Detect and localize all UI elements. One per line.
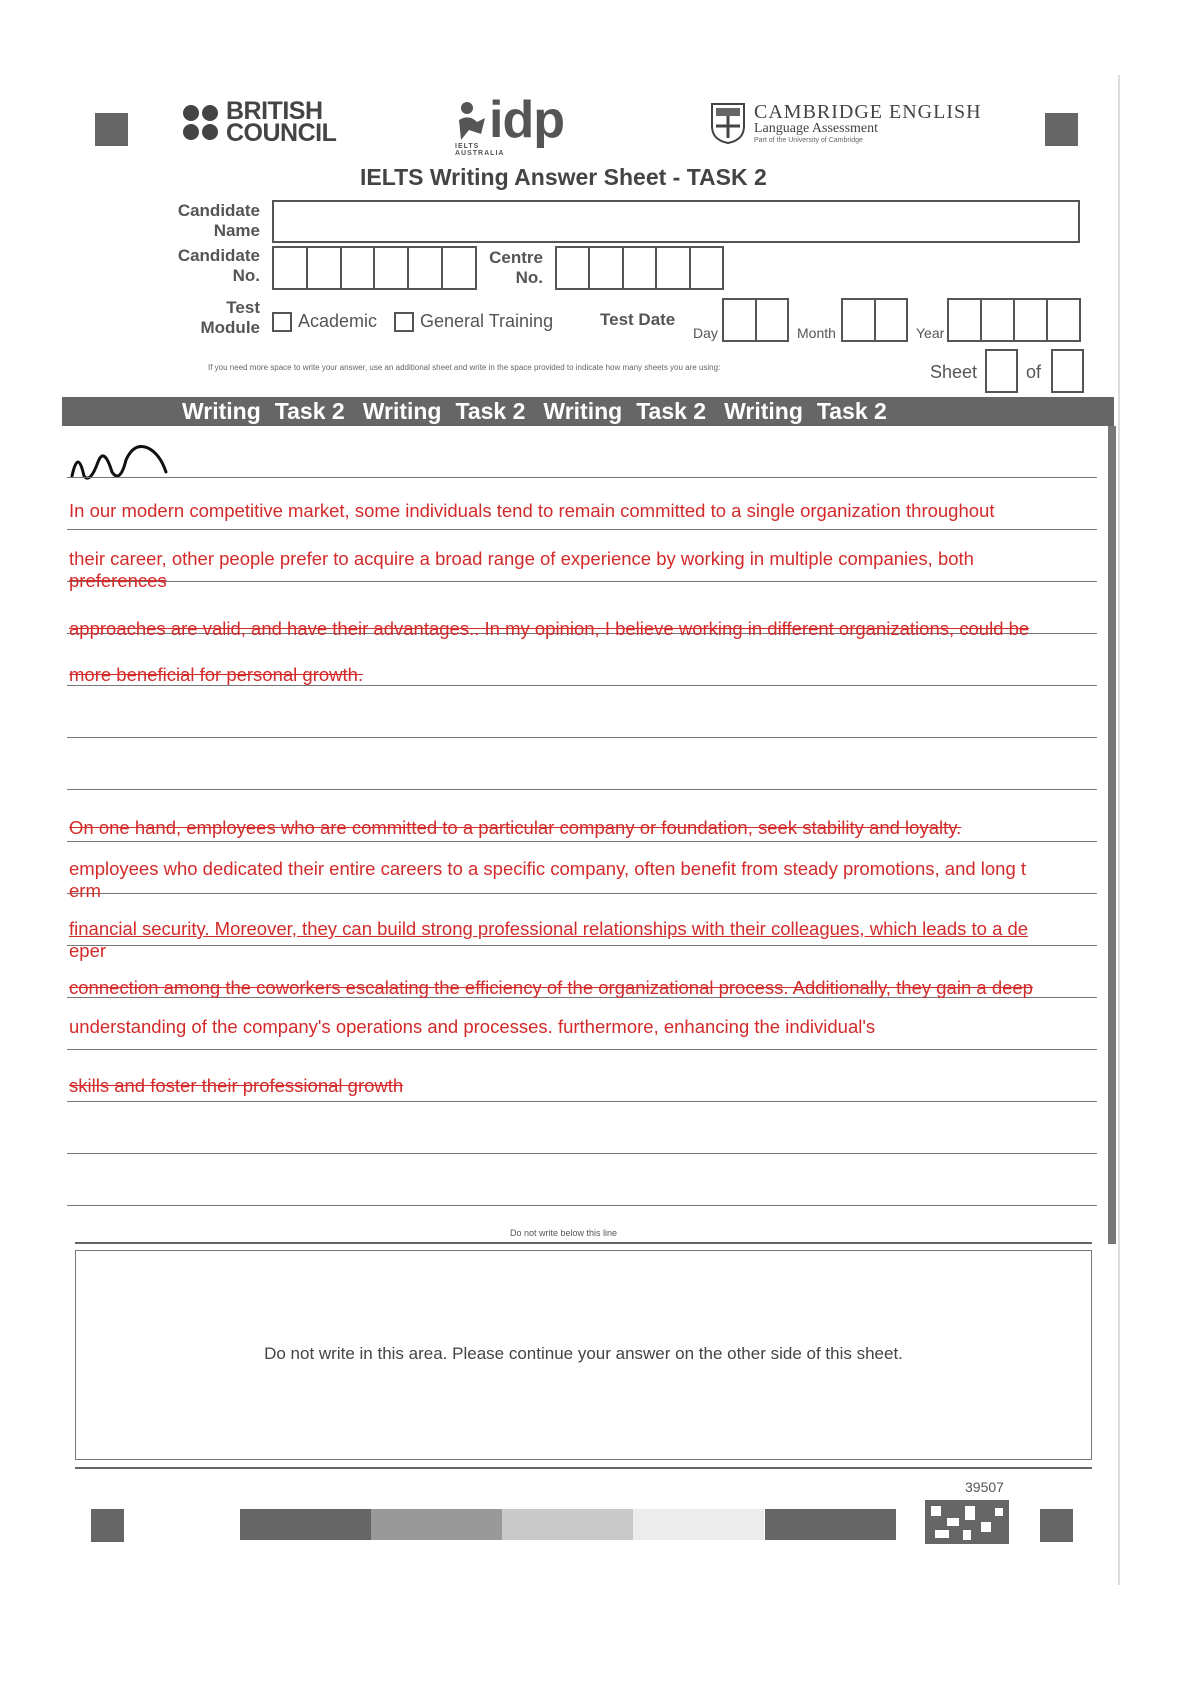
- calibration-strip-dark: [240, 1509, 371, 1540]
- year-field[interactable]: [947, 298, 1081, 342]
- candidate-name-label-2: Name: [213, 221, 260, 240]
- calibration-strip-lighter: [633, 1509, 764, 1540]
- ruled-line: [67, 945, 1097, 946]
- do-not-write-area-text: Do not write in this area. Please continue your answer on the other side of this sheet.: [264, 1344, 903, 1363]
- day-label: Day: [693, 325, 718, 341]
- general-training-checkbox[interactable]: [394, 312, 414, 332]
- academic-checkbox[interactable]: [272, 312, 292, 332]
- banner-text-7: Writing: [724, 398, 803, 424]
- corner-marker-top-right: [1045, 113, 1078, 146]
- ruled-line: [67, 1049, 1097, 1050]
- cambridge-line3: Part of the University of Cambridge: [754, 137, 863, 144]
- candidate-no-label: [150, 246, 260, 286]
- banner-text-5: Writing: [543, 398, 623, 424]
- ruled-line: [67, 737, 1097, 738]
- bottom-rule: [75, 1467, 1092, 1469]
- centre-no-label: [475, 248, 543, 288]
- candidate-no-field[interactable]: [272, 246, 477, 290]
- ruled-line: [67, 841, 1097, 842]
- corner-marker-bottom-right: [1040, 1509, 1073, 1542]
- answer-line-8: connection among the coworkers escalating the efficiency of the organizational process. Additionally, they gain a deep: [69, 977, 1033, 998]
- month-label: Month: [797, 325, 836, 341]
- banner-text-1: Writing: [182, 398, 261, 424]
- sheet-label: Sheet: [930, 362, 978, 382]
- candidate-name-label: [150, 201, 260, 241]
- ruled-line: [67, 477, 1097, 478]
- answer-area-right-bar: [1108, 426, 1116, 1244]
- answer-line-2b: preferences: [69, 570, 167, 591]
- british-council-dots-icon: [183, 105, 218, 140]
- answer-line-5: On one hand, employees who are committed to a particular company or foundation, seek stability and loyalty.: [69, 817, 962, 838]
- answer-line-4: more beneficial for personal growth.: [69, 664, 364, 685]
- banner-text-2: Task 2: [274, 398, 345, 424]
- calibration-strip-light: [502, 1509, 633, 1540]
- centre-label-2: No.: [515, 268, 543, 287]
- answer-line-6b: erm: [69, 880, 101, 901]
- general-training-label: General Training: [420, 311, 554, 331]
- ruled-line: [67, 1205, 1097, 1206]
- sheet-number-field[interactable]: [985, 349, 1018, 393]
- candidate-no-label-2: No.: [232, 266, 260, 285]
- banner-text-3: Writing: [362, 398, 442, 424]
- calibration-strip-dark-2: [765, 1509, 896, 1540]
- corner-marker-bottom-left: [91, 1509, 124, 1542]
- do-not-write-rule: [75, 1242, 1092, 1244]
- handwritten-scribble: [68, 440, 178, 485]
- bc-text-line1: BRITISH: [226, 97, 323, 125]
- ruled-line: [67, 789, 1097, 790]
- ruled-line: [67, 1101, 1097, 1102]
- banner-text-4: Task 2: [455, 398, 526, 424]
- idp-sub: IELTS AUSTRALIA: [455, 143, 505, 157]
- bc-text-line2: COUNCIL: [226, 119, 337, 147]
- answer-line-1: In our modern competitive market, some individuals tend to remain committed to a single organization throughout: [69, 500, 995, 521]
- answer-line-9: understanding of the company's operations and processes. furthermore, enhancing the individual's: [69, 1016, 876, 1037]
- cambridge-line1: CAMBRIDGE ENGLISH: [754, 101, 982, 123]
- month-field[interactable]: [841, 298, 908, 342]
- centre-no-field[interactable]: [555, 246, 724, 290]
- centre-label-1: Centre: [489, 248, 543, 267]
- answer-line-2: their career, other people prefer to acquire a broad range of experience by working in multiple companies, both: [69, 548, 974, 569]
- ruled-line: [67, 1153, 1097, 1154]
- sheet-code-icon: [925, 1500, 1009, 1544]
- cambridge-line2: Language Assessment: [754, 121, 879, 136]
- do-not-write-area: [75, 1250, 1092, 1460]
- cambridge-logo: [710, 102, 982, 146]
- test-module-label-1: Test: [226, 298, 260, 317]
- day-field[interactable]: [722, 298, 789, 342]
- answer-line-7b: eper: [69, 940, 107, 961]
- general-training-option[interactable]: [394, 311, 553, 332]
- cambridge-shield-icon: [710, 102, 746, 144]
- ruled-line: [67, 893, 1097, 894]
- sheet-serial-number: 39507: [965, 1479, 1004, 1495]
- academic-option[interactable]: [272, 311, 377, 332]
- candidate-no-label-1: Candidate: [177, 246, 260, 265]
- academic-label: Academic: [298, 311, 378, 331]
- answer-line-10: skills and foster their professional growth: [69, 1075, 404, 1096]
- year-label: Year: [916, 325, 945, 341]
- test-date-label: Test Date: [600, 310, 676, 329]
- idp-word: idp: [489, 91, 564, 149]
- british-council-logo: [183, 97, 337, 147]
- task-banner: [62, 397, 1114, 426]
- calibration-strip-mid: [371, 1509, 502, 1540]
- test-module-label-2: Module: [200, 318, 260, 337]
- do-not-write-below-label: Do not write below this line: [510, 1228, 618, 1238]
- answer-line-6: employees who dedicated their entire careers to a specific company, often benefit from steady promotions, and long t: [69, 858, 1027, 879]
- corner-marker-top-left: [95, 113, 128, 146]
- answer-line-7: financial security. Moreover, they can build strong professional relationships with their colleagues, which leads to a de: [69, 918, 1029, 939]
- idp-figure-icon: [455, 100, 493, 144]
- test-module-label: [150, 298, 260, 338]
- ruled-line: [67, 581, 1097, 582]
- candidate-name-field[interactable]: [272, 200, 1080, 243]
- ruled-line: [67, 529, 1097, 530]
- extra-sheet-note: If you need more space to write your answer, use an additional sheet and write in the space provided to indicate how many sheets you are using:: [208, 363, 721, 372]
- banner-text-8: Task 2: [816, 398, 887, 424]
- sheet-total-field[interactable]: [1051, 349, 1084, 393]
- page-edge-shadow: [1118, 75, 1120, 1585]
- answer-line-3: approaches are valid, and have their advantages.. In my opinion, I believe working in different organizations, could be: [69, 618, 1030, 639]
- banner-text-6: Task 2: [636, 398, 707, 424]
- candidate-name-label-1: Candidate: [177, 201, 260, 220]
- page-title: IELTS Writing Answer Sheet - TASK 2: [360, 164, 767, 190]
- of-label: of: [1026, 362, 1042, 382]
